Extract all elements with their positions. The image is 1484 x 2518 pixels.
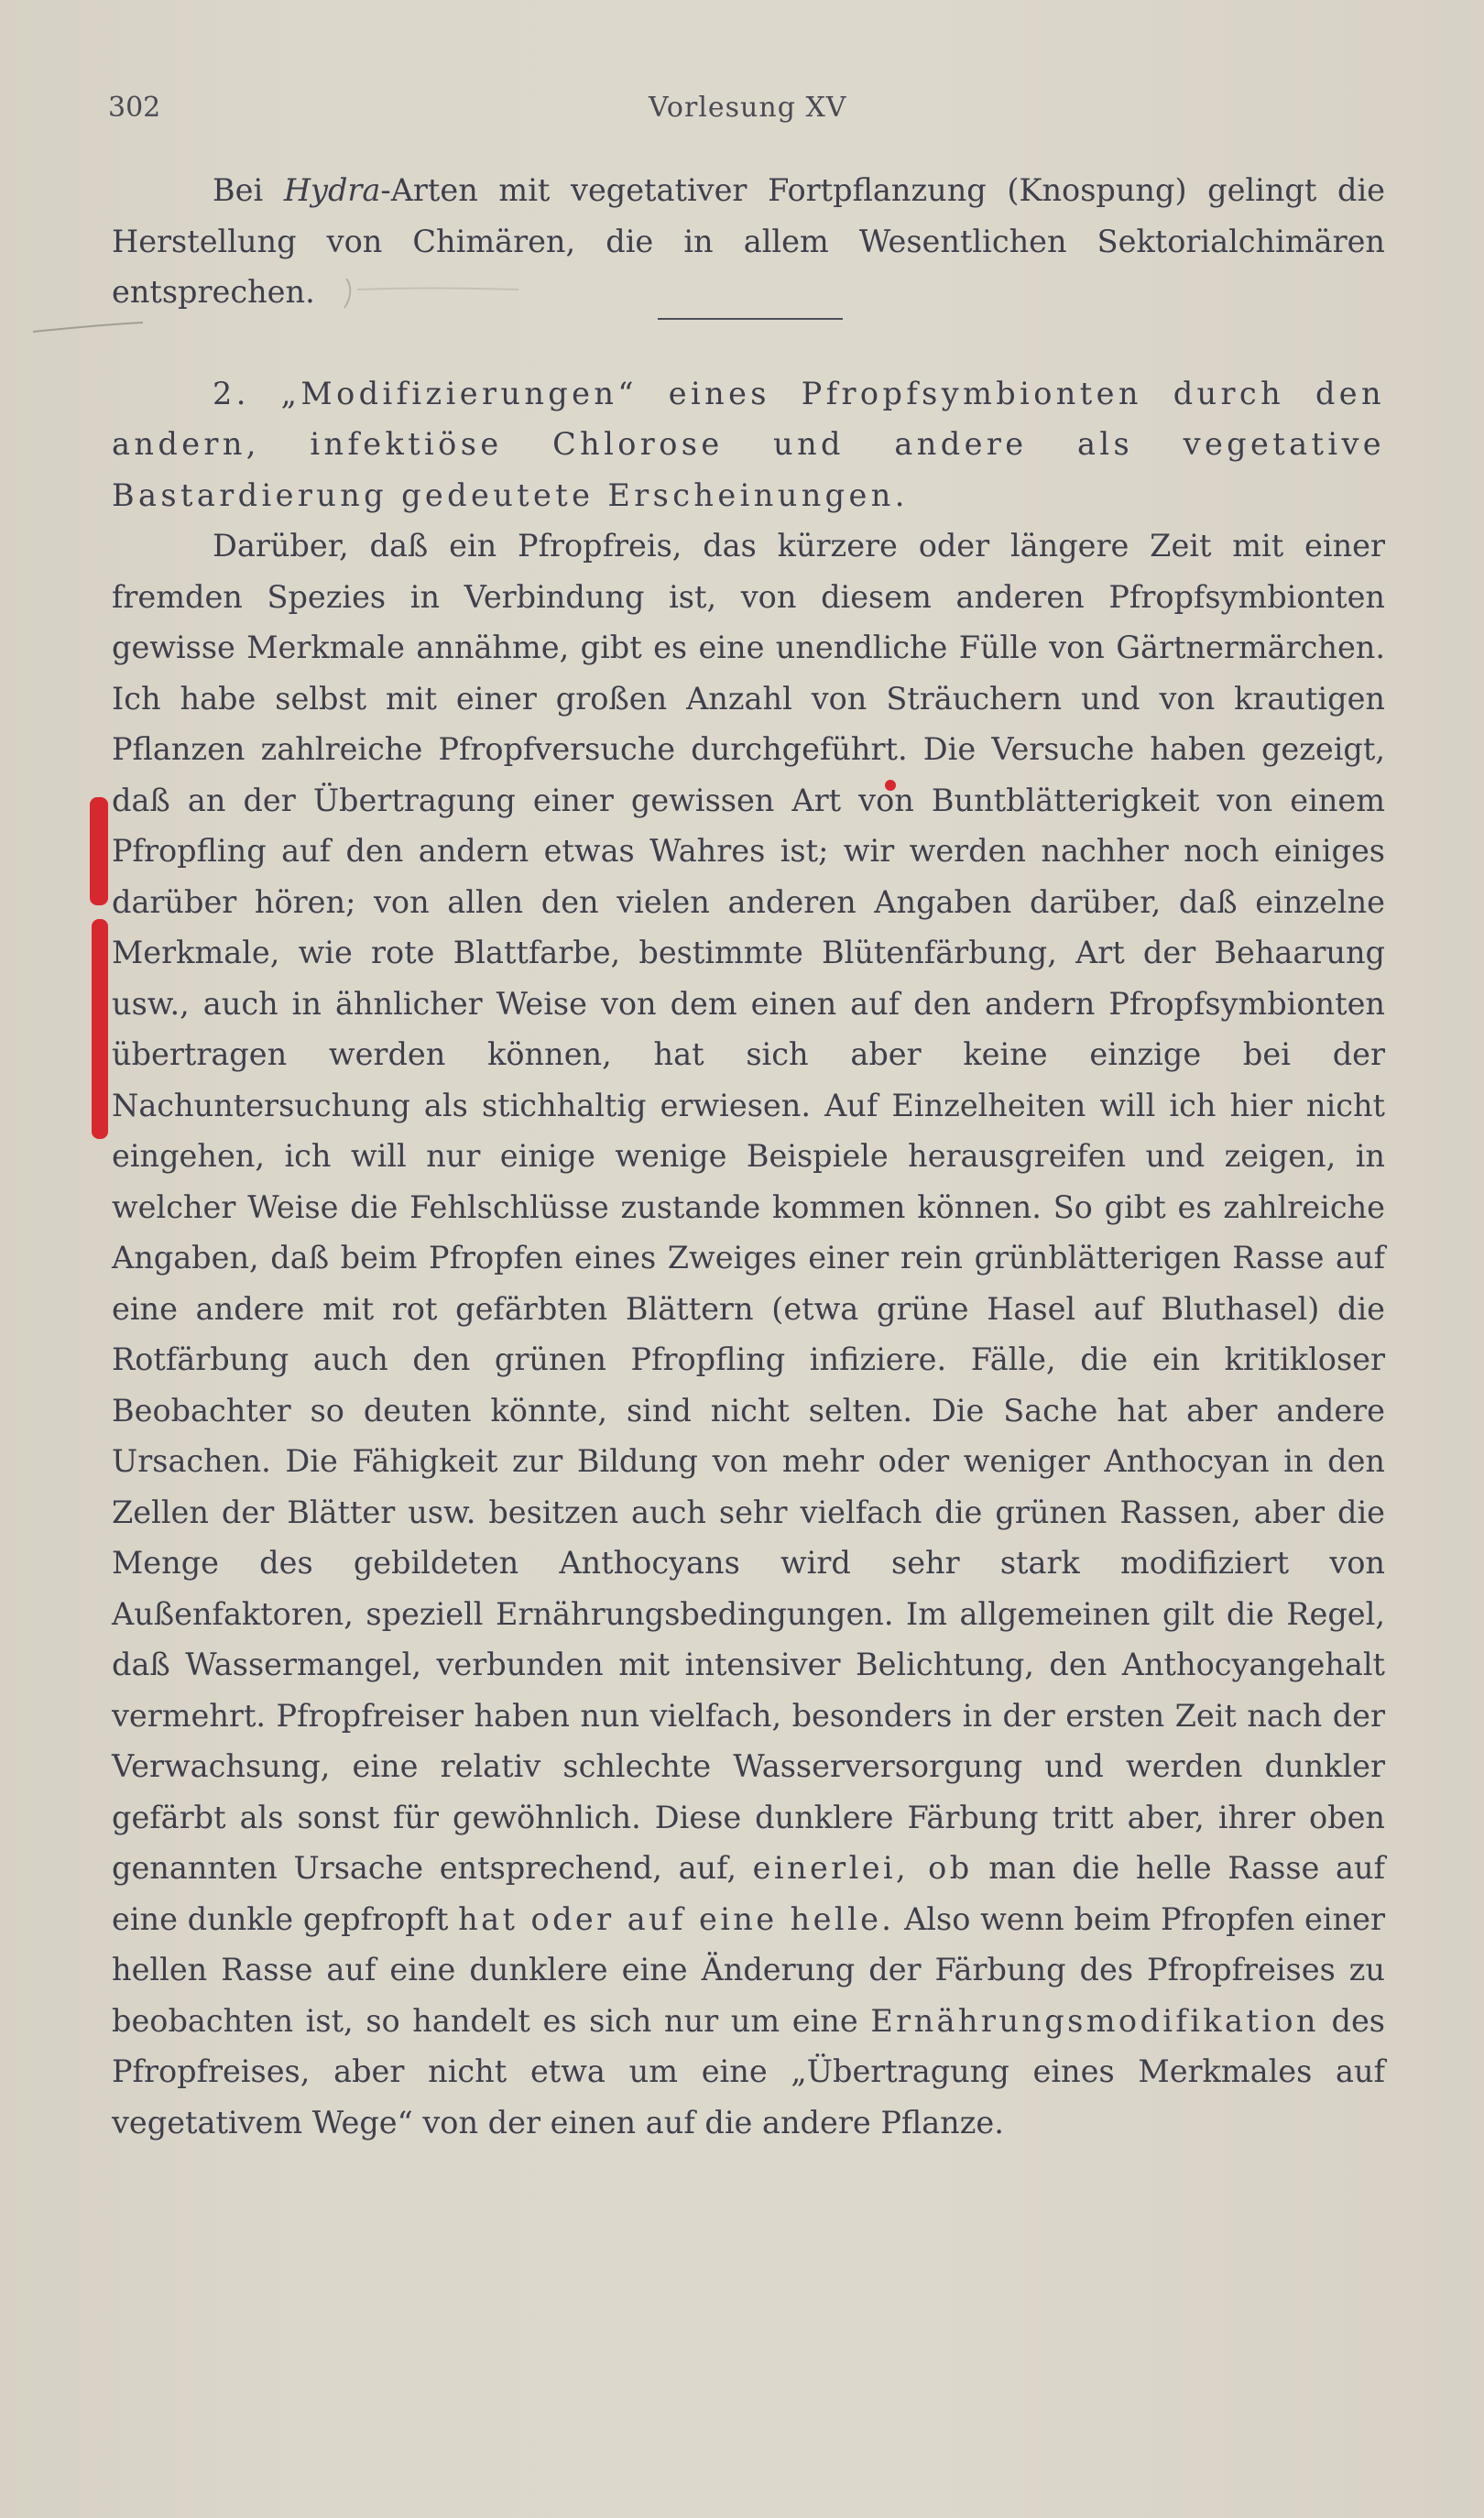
body-spaced-hat: hat oder auf eine helle. bbox=[458, 1900, 895, 1937]
intro-text-rest: -Arten mit vegetativer Fortpflanzung (Knospung) gelingt die Herstellung von Chimären, die in allem Wesentlichen Sektorialchimären entsprechen. bbox=[112, 172, 1385, 310]
intro-paragraph bbox=[112, 165, 1385, 318]
red-margin-mark-bottom bbox=[92, 919, 108, 1139]
body-text-part2: man die helle Rasse auf eine dunkle gepfropft bbox=[112, 1850, 1385, 1937]
page-number: 302 bbox=[108, 92, 161, 124]
body-spaced-ernaehrung: Ernährungsmodifikation bbox=[870, 2002, 1319, 2039]
section-body bbox=[112, 520, 1385, 2148]
body-text bbox=[112, 165, 1385, 2148]
body-text-part1: Darüber, daß ein Pfropfreis, das kürzere oder längere Zeit mit einer fremden Spezies in Verbindung ist, von diesem anderen Pfropfsymbionten gewisse Merkmale annähme, gibt es eine unendliche Fülle von Gärtnermärchen. Ich habe selbst mit einer großen Anzahl von Sträuchern und von krautigen Pflanzen zahlreiche Pfropfversuche durchgeführt. Die Versuche haben gezeigt, daß an der Übertragung einer gewissen Art von Buntblätterigkeit von einem Pfropfling auf den andern etwas Wahres ist; wir werden nachher noch einiges darüber hören; von allen den vielen anderen Angaben darüber, daß einzelne Merkmale, wie rote Blattfarbe, bestimmte Blütenfärbung, Art der Behaarung usw., auch in ähnlicher Weise von dem einen auf den andern Pfropfsymbionten übertragen werden können, hat sich aber keine einzige bei der Nachuntersuchung als stichhaltig erwiesen. Auf Einzelheiten will ich hier nicht eingehen, ich will nur einige wenige Beispiele herausgreifen und zeigen, in welcher Weise die Fehlschlüsse zustande kommen können. So gibt es zahlreiche Angaben, daß beim Pfropfen eines Zweiges einer rein grünblätterigen Rasse auf eine andere mit rot gefärbten Blättern (etwa grüne Hasel auf Bluthasel) die Rotfärbung auch den grünen Pfropfling infiziere. Fälle, die ein kritikloser Beobachter so deuten könnte, sind nicht selten. Die Sache hat aber andere Ursachen. Die Fähigkeit zur Bildung von mehr oder weniger Anthocyan in den Zellen der Blätter usw. besitzen auch sehr vielfach die grünen Rassen, aber die Menge des gebildeten Anthocyans wird sehr stark modifiziert von Außenfaktoren, speziell Ernährungsbedingungen. Im allgemeinen gilt die Regel, daß Wassermangel, verbunden mit intensiver Belichtung, den Anthocyangehalt vermehrt. Pfropfreiser haben nun vielfach, besonders in der ersten Zeit nach der Verwachsung, eine relativ schlechte Wasserversorgung und werden dunkler gefärbt als sonst für gewöhnlich. Diese dunklere Färbung tritt aber, ihrer oben genannten Ursache entsprechend, auf, bbox=[112, 528, 1385, 1886]
hydra-italic: Hydra bbox=[283, 172, 381, 208]
body-text-part4: des Pfropfreises, aber nicht etwa um eine „Übertragung eines Merkmales auf vegetativem Wege“ von der einen auf die andere Pflanze. bbox=[112, 2002, 1385, 2140]
separator-rule bbox=[658, 318, 843, 320]
running-title: Vorlesung XV bbox=[649, 92, 847, 124]
section-separator bbox=[112, 318, 1385, 368]
red-margin-mark-top bbox=[90, 797, 108, 905]
intro-text-start: Bei bbox=[213, 172, 284, 208]
body-spaced-einerlei: einerlei, ob bbox=[752, 1850, 973, 1886]
section-heading: 2. „Modifizierungen“ eines Pfropfsymbionten durch den andern, infektiöse Chlorose und andere als vegetative Bastardierung gedeutete Erscheinungen. bbox=[112, 375, 1385, 513]
running-head bbox=[108, 92, 1391, 137]
body-text-part3: Also wenn beim Pfropfen einer hellen Rasse auf eine dunklere eine Änderung der Färbung des Pfropfreises zu beobachten ist, so handelt es sich nur um eine bbox=[112, 1900, 1386, 2039]
